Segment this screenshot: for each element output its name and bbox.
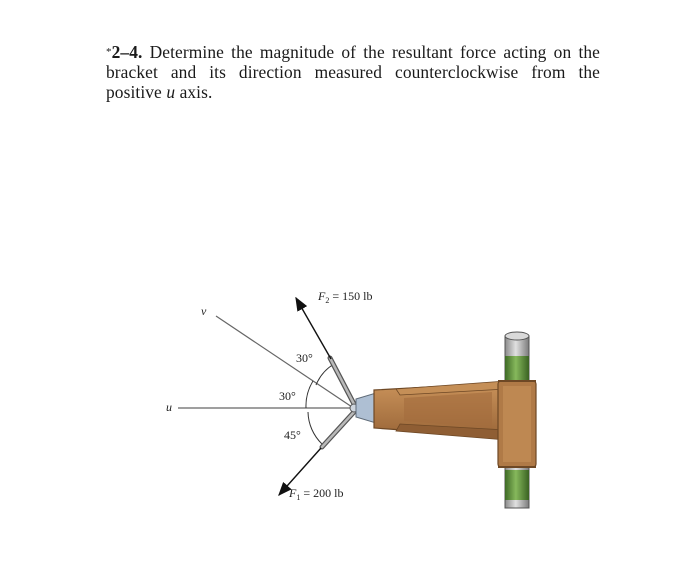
bracket (356, 381, 506, 440)
axis-symbol: u (166, 82, 176, 102)
f2-label: $F_2 = 150$ lb (318, 289, 373, 305)
u-axis-label: u (166, 400, 172, 414)
f1-member (322, 412, 354, 447)
angle-label-u-v: 30° (279, 389, 296, 403)
angle-arc-u-f1 (308, 412, 322, 444)
problem-text: Determine the magnitude of the resultant force acting on the bracket and its direction measured counterclockwise from the positive (106, 42, 600, 102)
angle-arc-v-f2 (316, 364, 334, 385)
angle-label-v-f2: 30° (296, 351, 313, 365)
support-pipe (498, 332, 536, 508)
f2-member (330, 358, 354, 404)
problem-text-end: axis. (175, 82, 213, 102)
angle-arc-u-v (306, 381, 313, 408)
problem-marker: * (106, 46, 112, 58)
f1-label: $F_1 = 200$ lb (289, 486, 344, 502)
angle-label-u-f1: 45° (284, 428, 301, 442)
v-axis-label: v (201, 304, 207, 318)
problem-number: 2–4. (111, 42, 143, 62)
f2-arrow (296, 298, 331, 359)
